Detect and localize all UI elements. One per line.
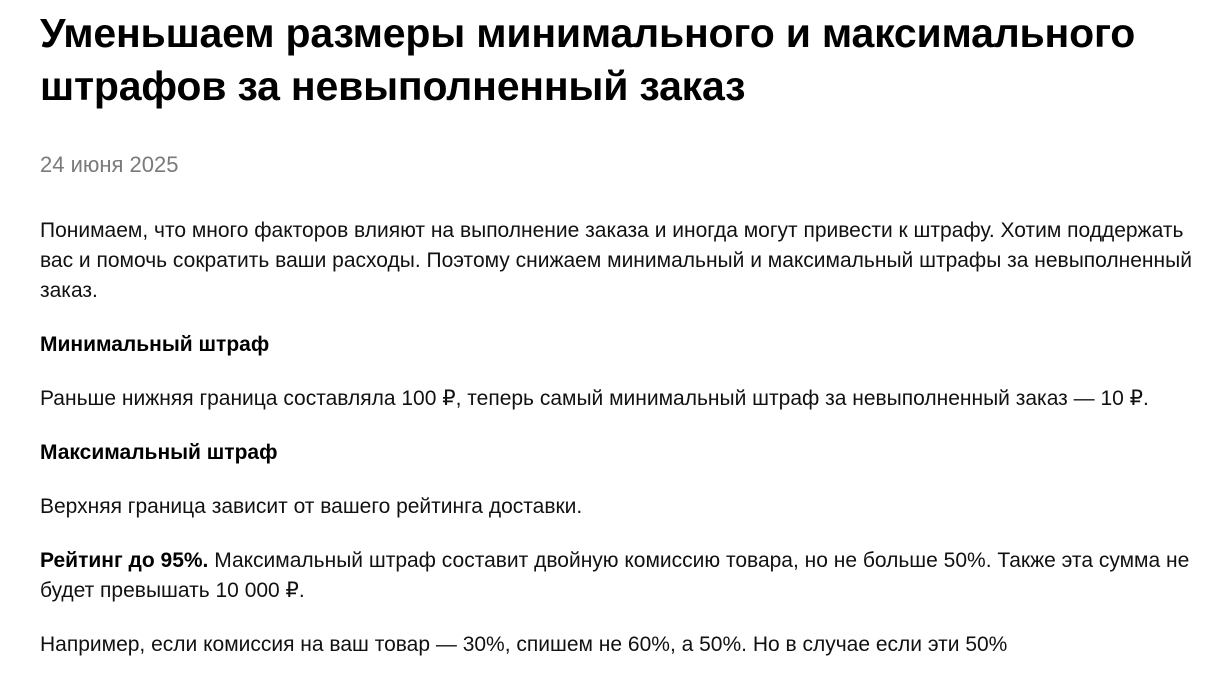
rating-paragraph xyxy=(40,546,1215,606)
article-title: Уменьшаем размеры минимального и максимального штрафов за невыполненный заказ xyxy=(40,10,1136,109)
rating-text: Максимальный штраф составит двойную комиссию товара, но не больше 50%. Также эта сумма не будет превышать 10 000 ₽. xyxy=(40,549,1190,602)
article xyxy=(40,0,1215,684)
min-penalty-paragraph: Раньше нижняя граница составляла 100 ₽, теперь самый минимальный штраф за невыполненный заказ — 10 ₽. xyxy=(40,387,1149,410)
max-penalty-paragraph: Верхняя граница зависит от вашего рейтинга доставки. xyxy=(40,495,583,518)
article-body xyxy=(40,216,1215,660)
rating-label: Рейтинг до 95%. xyxy=(40,549,209,572)
example-paragraph: Например, если комиссия на ваш товар — 30%, спишем не 60%, а 50%. Но в случае если эти 50% xyxy=(40,633,1008,656)
intro-paragraph: Понимаем, что много факторов влияют на выполнение заказа и иногда могут привести к штрафу. Хотим поддержать вас и помочь сократить ваши расходы. Поэтому снижаем минимальный и максимальный штрафы за невыполненный заказ. xyxy=(40,219,1192,302)
max-penalty-heading: Максимальный штраф xyxy=(40,441,278,464)
min-penalty-heading: Минимальный штраф xyxy=(40,333,270,356)
publish-date: 24 июня 2025 xyxy=(40,152,179,177)
